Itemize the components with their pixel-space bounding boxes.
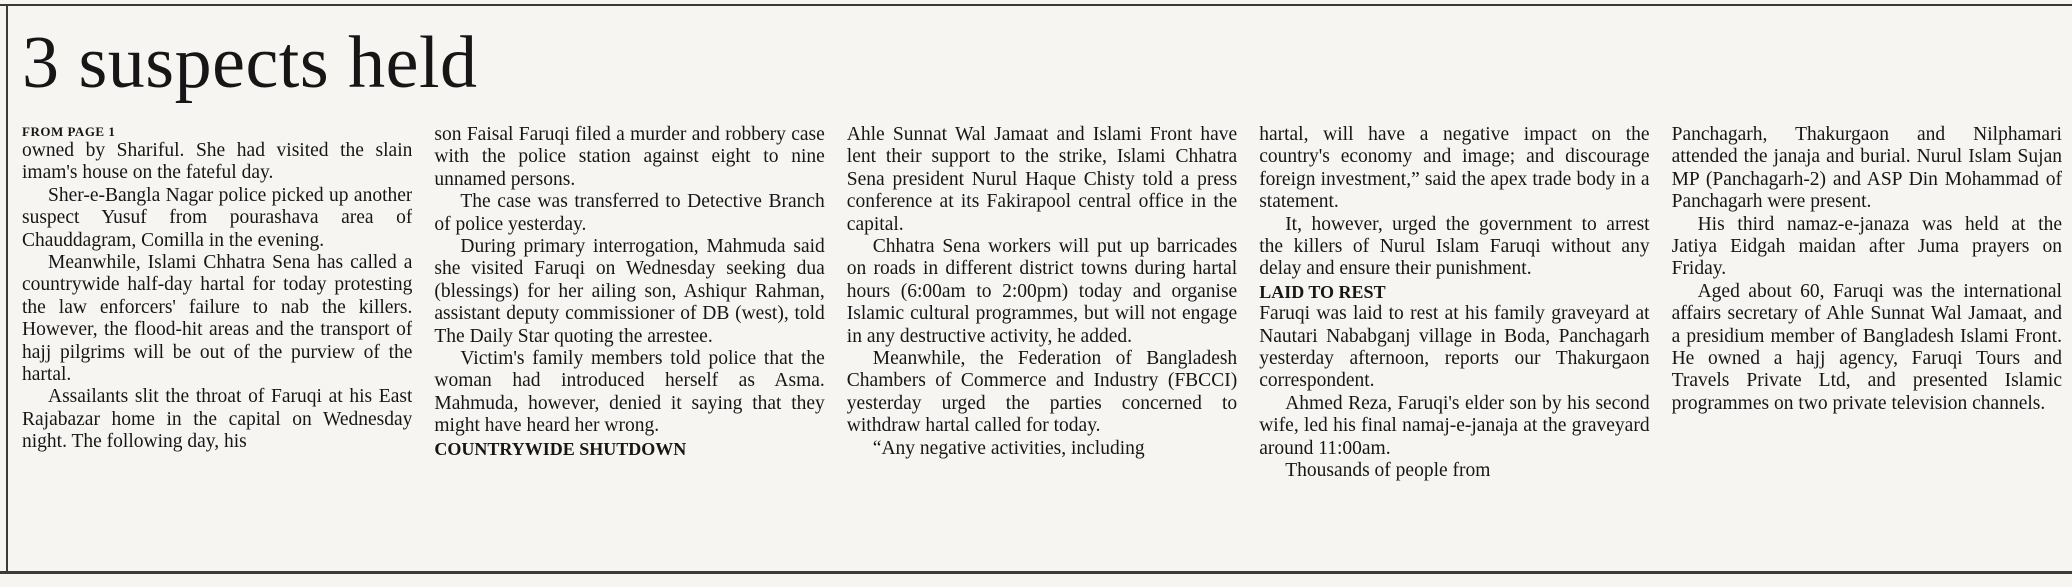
paragraph: Faruqi was laid to rest at his family graveyard at Nautari Nababganj village in Boda, Panchagarh yesterday afternoon, reports our Thakurgaon correspondent. xyxy=(1259,303,1650,392)
article-body xyxy=(22,124,2062,562)
dateline: FROM PAGE 1 xyxy=(22,124,116,139)
column-3 xyxy=(847,124,1237,562)
paragraph: Victim's family members told police that the woman had introduced herself as Asma. Mahmuda, however, denied it saying that they might have heard her wrong. xyxy=(434,348,825,437)
paragraph: Aged about 60, Faruqi was the international affairs secretary of Ahle Sunnat Wal Jamaat, and a presidium member of Bangladesh Islami Front. He owned a hajj agency, Faruqi Tours and Travels Private Ltd, and presented Islamic programmes on two private television channels. xyxy=(1671,280,2062,414)
paragraph: “Any negative activities, including xyxy=(872,437,1145,459)
paragraph: Chhatra Sena workers will put up barricades on roads in different district towns during hartal hours (6:00am to 2:00pm) today and organise Islamic cultural programmes, but will not engage in any destructive activity, he added. xyxy=(846,236,1238,347)
paragraph: owned by Shariful. She had visited the slain imam's house on the fateful day. xyxy=(22,140,413,184)
paragraph: son Faisal Faruqi filed a murder and robbery case with the police station against eight to nine unnamed persons. xyxy=(434,124,825,190)
top-rule xyxy=(0,4,2072,6)
paragraph: It, however, urged the government to arrest the killers of Nurul Islam Faruqi without any delay and ensure their punishment. xyxy=(1259,213,1650,280)
headline: 3 suspects held xyxy=(22,22,478,104)
paragraph: Ahmed Reza, Faruqi's elder son by his second wife, led his final namaj-e-janaja at the graveyard around 11:00am. xyxy=(1259,392,1650,459)
section-subhead: LAID TO REST xyxy=(1259,281,1386,302)
column-1 xyxy=(22,124,412,562)
left-rule xyxy=(6,4,8,572)
column-4 xyxy=(1259,124,1649,562)
column-5 xyxy=(1672,124,2062,562)
section-subhead: COUNTRYWIDE SHUTDOWN xyxy=(434,438,687,459)
paragraph: His third namaz-e-janaza was held at the Jatiya Eidgah maidan after Juma prayers on Friday. xyxy=(1671,213,2062,280)
paragraph: Ahle Sunnat Wal Jamaat and Islami Front have lent their support to the strike, Islami Chhatra Sena president Nurul Haque Chisty told a press conference at its Fakirapool central office in the capital. xyxy=(846,124,1238,235)
paragraph: Meanwhile, Islami Chhatra Sena has called a countrywide half-day hartal for today protesting the law enforcers' failure to nab the killers. However, the flood-hit areas and the transport of hajj pilgrims will be out of the purview of the hartal. xyxy=(22,252,413,386)
bottom-rule xyxy=(0,571,2072,574)
paragraph: Panchagarh, Thakurgaon and Nilphamari attended the janaja and burial. Nurul Islam Sujan MP (Panchagarh-2) and ASP Din Mohammad of Panchagarh were present. xyxy=(1671,124,2062,213)
paragraph: Assailants slit the throat of Faruqi at his East Rajabazar home in the capital on Wednesday night. The following day, his xyxy=(22,386,413,453)
paragraph: hartal, will have a negative impact on the country's economy and image; and discourage foreign investment,” said the apex trade body in a statement. xyxy=(1259,124,1650,213)
paragraph: During primary interrogation, Mahmuda said she visited Faruqi on Wednesday seeking dua (blessings) for her ailing son, Ashiqur Rahman, assistant deputy commissioner of DB (west), told The Daily Star quoting the arrestee. xyxy=(434,236,825,347)
column-2 xyxy=(434,124,824,562)
paragraph: Meanwhile, the Federation of Bangladesh Chambers of Commerce and Industry (FBCCI) yesterday urged the parties concerned to withdraw hartal called for today. xyxy=(846,348,1238,437)
paragraph: Thousands of people from xyxy=(1285,460,1491,482)
paragraph: Sher-e-Bangla Nagar police picked up another suspect Yusuf from pourashava area of Chauddagram, Comilla in the evening. xyxy=(22,184,413,251)
paragraph: The case was transferred to Detective Branch of police yesterday. xyxy=(434,191,825,235)
